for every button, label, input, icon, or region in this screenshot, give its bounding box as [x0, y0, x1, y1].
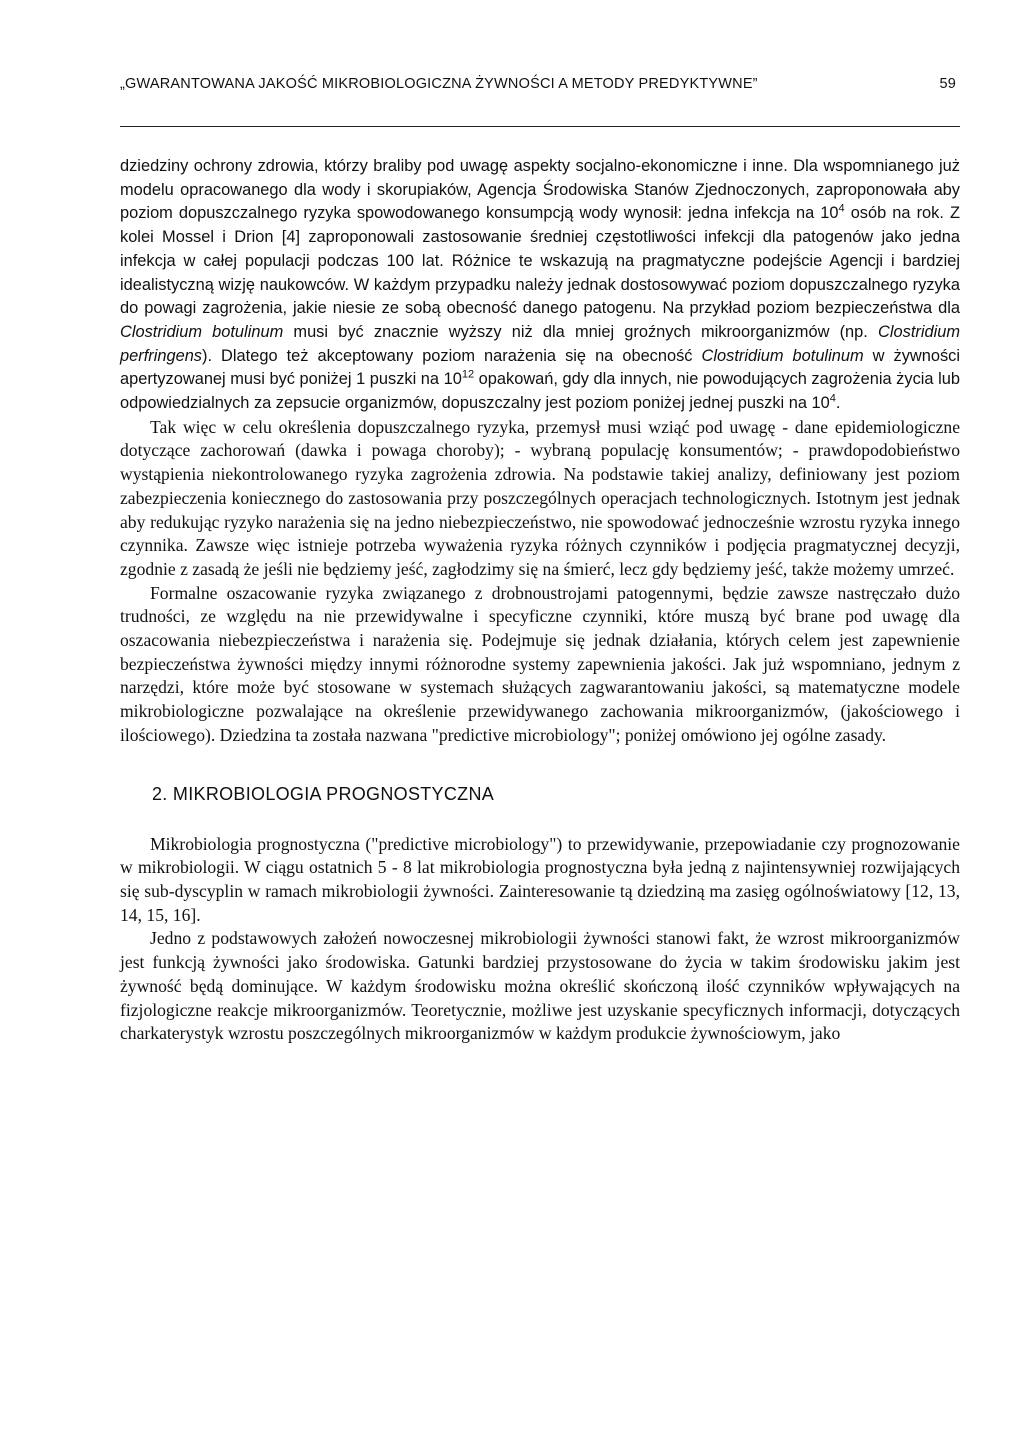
running-title: „GWARANTOWANA JAKOŚĆ MIKROBIOLOGICZNA ŻYWNOŚCI A METODY PREDYKTYWNE”	[120, 76, 758, 92]
text-run: musi być znacznie wyższy niż dla mniej groźnych mikroorganizmów (np.	[283, 322, 879, 341]
paragraph-5: Jedno z podstawowych założeń nowoczesnej mikrobiologii żywności stanowi fakt, że wzrost mikroorganizmów jest funkcją żywności jako środowiska. Gatunki bardziej przystosowane do życia w takim środowisku jakim jest żywność będą dominujące. W każdym środowisku można określić skończoną ilość czynników wpływających na fizjologiczne reakcje mikroorganizmów. Teoretycznie, możliwe jest uzyskanie specyficznych informacji, dotyczących charkaterystyk wzrostu poszczególnych mikroorganizmów w każdym produkcie żywnościowym, jako	[120, 928, 960, 1044]
text-run: dziedziny ochrony zdrowia, którzy braliby pod uwagę aspekty socjalno-ekonomiczne i inne. Dla wspomnianego już modelu opracowanego dla wody i skorupiaków, Agencja Środowiska Stanów Zjednoczonych, zaproponowała aby poziom dopuszczalnego ryzyka spowodowanego konsumpcją wody wynosił: jedna infekcja na 10	[120, 157, 960, 223]
section-heading: 2. MIKROBIOLOGIA PROGNOSTYCZNA	[152, 783, 495, 804]
species-name: Clostridium perfringens	[120, 322, 961, 365]
text-run: osób na rok. Z kolei Mossel i Drion [4] zaproponowali zastosowanie średniej częstotliwości infekcji dla patogenów jako jedna infekcja w całej populacji podczas 100 lat. Różnice te wskazują na pragmatyczne podejście Agencji i bardziej idealistyczną wizję naukowców. W każdym przypadku należy jednak dostosowywać poziom dopuszczalnego ryzyka do powagi zagrożenia, jakie niesie ze sobą obecność danego patogenu. Na przykład poziom bezpieczeństwa dla	[120, 204, 960, 318]
superscript: 4	[838, 202, 845, 215]
paragraph-3: Formalne oszacowanie ryzyka związanego z drobnoustrojami patogennymi, będzie zawsze nastręczało dużo trudności, ze względu na nie przewidywalne i specyficzne czynniki, które muszą być brane pod uwagę dla oszacowania niebezpieczeństwa i narażenia się. Podejmuje się jednak działania, których celem jest zapewnienie bezpieczeństwa żywności między innymi różnorodne systemy zapewnienia jakości. Jak już wspomniano, jednym z narzędzi, które może być stosowane w systemach służących zagwarantowaniu jakości, są matematyczne modele mikrobiologiczne pozwalające na określenie przewidywanego zachowania mikroorganizmów, (jakościowego i ilościowego). Dziedzina ta została nazwana "predictive microbiology"; poniżej omówiono jej ogólne zasady.	[120, 582, 960, 745]
paragraph-4: Mikrobiologia prognostyczna ("predictive microbiology") to przewidywanie, przepowiadanie czy prognozowanie w mikrobiologii. W ciągu ostatnich 5 - 8 lat mikrobiologia prognostyczna była jedną z najintensywniej rozwijających się sub-dyscyplin w ramach mikrobiologii żywności. Zainteresowanie tą dziedziną ma zasięg ogólnoświatowy [12, 13, 14, 15, 16].	[120, 833, 960, 925]
species-name: Clostridium botulinum	[701, 346, 864, 365]
text-run: ). Dlatego też akceptowany poziom narażenia się na obecność	[202, 346, 702, 365]
text-run: w żywności apertyzowanej musi być poniżej 1 puszki na 10	[120, 346, 961, 389]
header-rule	[120, 126, 960, 127]
superscript: 4	[829, 392, 836, 405]
species-name: Clostridium botulinum	[120, 322, 284, 341]
document-page	[120, 76, 960, 1046]
paragraph-2: Tak więc w celu określenia dopuszczalnego ryzyka, przemysł musi wziąć pod uwagę - dane epidemiologiczne dotyczące zachorowań (dawka i powaga choroby); - wybraną populację konsumentów; - prawdopodobieństwo wystąpienia niekontrolowanego ryzyka zagrożenia zdrowia. Na podstawie takiej analizy, definiowany jest poziom zabezpieczenia koniecznego do zastosowania przy poszczególnych operacjach technologicznych. Istotnym jest jednak aby redukując ryzyko narażenia się na jedno niebezpieczeństwo, nie spowodować jednocześnie wzrostu ryzyka innego czynnika. Zawsze więc istnieje potrzeba wyważenia ryzyka różnych czynników i podjęcia pragmatycznej decyzji, zgodnie z zasadą że jeśli nie będziemy jeść, zagłodzimy się na śmierć, lecz gdy będziemy jeść, także możemy umrzeć.	[120, 416, 960, 579]
text-run: opakowań, gdy dla innych, nie powodujących zagrożenia życia lub odpowiedzialnych za zepsucie organizmów, dopuszczalny jest poziom poniżej jednej puszki na 10	[120, 370, 960, 413]
page-number: 59	[939, 76, 956, 92]
running-header	[120, 76, 960, 102]
text-run: .	[835, 394, 841, 413]
superscript: 12	[461, 368, 475, 381]
paragraph-1	[120, 155, 960, 416]
